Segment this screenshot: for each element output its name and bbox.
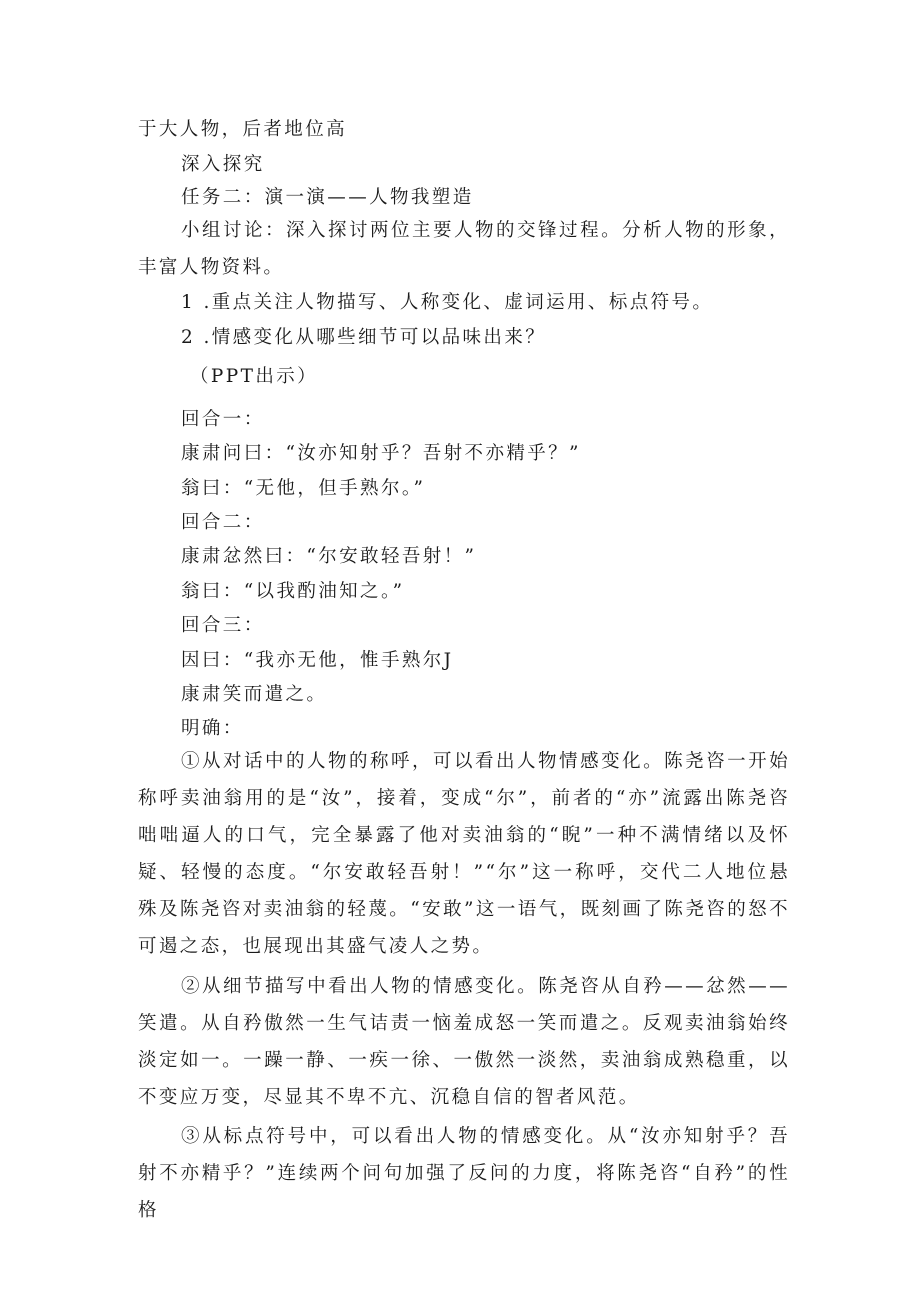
dialogue-line: 康肃问曰：“汝亦知射乎？吾射不亦精乎？” (181, 443, 581, 464)
analysis-paragraph-3: ③从标点符号中，可以看出人物的情感变化。从“汝亦知射乎？吾射不亦精乎？”连续两个问句加强了反问的力度，将陈尧咨“自矜”的性格 (138, 1126, 790, 1221)
round-2-label: 回合二： (181, 512, 265, 533)
clarify-label: 明确： (181, 718, 244, 739)
dialogue-line: 康肃笑而遣之。 (181, 684, 328, 705)
dialogue-line: 因曰：“我亦无他，惟手熟尔J (181, 650, 454, 671)
section-heading: 深入探究 (181, 154, 265, 175)
ppt-note: （PPT出示） (190, 366, 319, 387)
dialogue-line: 翁曰：“无他，但手熟尔。” (181, 478, 426, 499)
dialogue-line: 翁曰：“以我酌油知之。” (181, 581, 405, 602)
round-1-label: 回合一： (181, 409, 265, 430)
round-3-label: 回合三： (181, 615, 265, 636)
analysis-paragraph-1: ①从对话中的人物的称呼，可以看出人物情感变化。陈尧咨一开始称呼卖油翁用的是“汝”，接着，变成“尔”，前者的“亦”流露出陈尧咨咄咄逼人的口气，完全暴露了他对卖油翁的“睨”一种不满情绪以及怀疑、轻慢的态度。“尔安敢轻吾射！”“尔”这一称呼，交代二人地位悬殊及陈尧咨对卖油翁的轻蔑。“安敢”这一语气，既刻画了陈尧咨的怒不可遏之态，也展现出其盛气凌人之势。 (138, 751, 790, 957)
text-line: 于大人物，后者地位高 (138, 119, 348, 140)
list-item-1: 1 .重点关注人物描写、人称变化、虚词运用、标点符号。 (181, 292, 714, 313)
analysis-paragraph-2: ②从细节描写中看出人物的情感变化。陈尧咨从自矜——忿然——笑遣。从自矜傲然一生气诘责一恼羞成怒一笑而遣之。反观卖油翁始终淡定如一。一躁一静、一疾一徐、一傲然一淡然，卖油翁成熟稳重，以不变应万变，尽显其不卑不亢、沉稳自信的智者风范。 (138, 976, 790, 1108)
list-item-2: 2 .情感变化从哪些细节可以品味出来？ (181, 327, 547, 348)
dialogue-line: 康肃忿然曰：“尔安敢轻吾射！” (181, 546, 477, 567)
discussion-paragraph: 小组讨论：深入探讨两位主要人物的交锋过程。分析人物的形象，丰富人物资料。 (138, 220, 790, 278)
task-heading: 任务二：演一演——人物我塑造 (181, 187, 474, 208)
